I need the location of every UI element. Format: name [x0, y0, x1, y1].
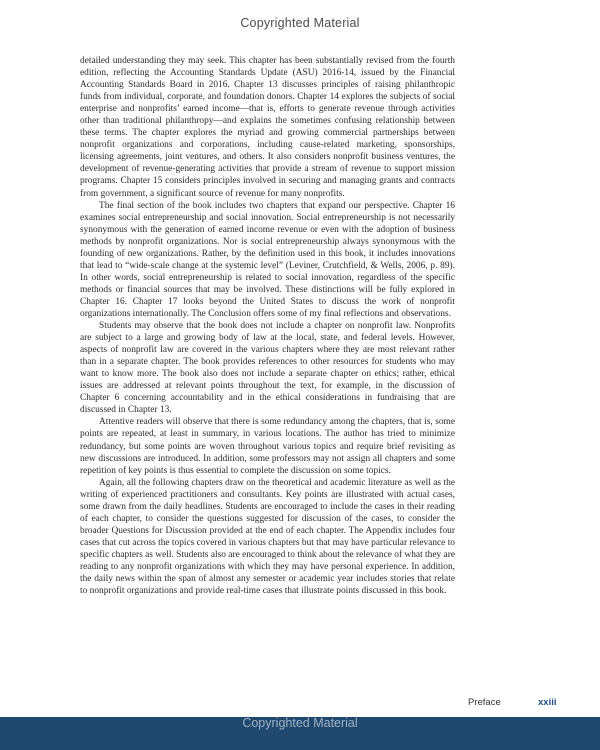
page-number: xxiii	[538, 697, 557, 708]
body-text	[80, 55, 455, 597]
running-footer-section: Preface	[468, 697, 501, 708]
paragraph-nonprofit-law: Students may observe that the book does not include a chapter on nonprofit law. Nonprofits are subject to a large and growing body of law at the local, state, and federal levels. However, aspects of nonprofit law are covered in the various chapters where they are most relevant rather than in a separate chapter. The book provides references to other resources for students who may want to know more. The book also does not include a separate chapter on ethics; rather, ethical issues are addressed at relevant points throughout the text, for example, in the discussion of Chapter 6 concerning accountability and in the ethical considerations in fundraising that are discussed in Chapter 13.	[80, 321, 455, 416]
paragraph-continued: detailed understanding they may seek. This chapter has been substantially revised from the fourth edition, reflecting the Accounting Standards Update (ASU) 2016-14, issued by the Financial Accounting Standards Board in 2016. Chapter 13 discusses principles of raising philanthropic funds from individual, corporate, and foundation donors. Chapter 14 explores the subjects of social enterprise and nonprofits’ earned income—that is, efforts to generate revenue through activities other than traditional philanthropy—and explains the sometimes confusing relationship between these terms. The chapter explores the myriad and growing commercial partnerships between nonprofit organizations and corporations, including cause-related marketing, sponsorships, licensing agreements, joint ventures, and others. It also considers nonprofit business ventures, the development of revenue-generating activities that provide a stream of revenue to support mission programs. Chapter 15 considers principles involved in securing and managing grants and contracts from government, a significant source of revenue for many nonprofits.	[80, 56, 455, 199]
copyright-watermark-bottom: Copyrighted Material	[242, 716, 358, 730]
paragraph-redundancy: Attentive readers will observe that there is some redundancy among the chapters, that is, some points are repeated, at least in summary, in various locations. The author has tried to minimize redundancy, but some points are woven throughout various topics and require brief revisiting as new discussions are introduced. In addition, some professors may not assign all chapters and some repetition of key points is thus essential to complete the discussion on some topics.	[80, 417, 455, 476]
paragraph-final-section: The final section of the book includes two chapters that expand our perspective. Chapter 16 examines social entrepreneurship and social innovation. Social entrepreneurship is not necessarily synonymous with the generation of earned income revenue or even with the adoption of business methods by nonprofit organizations. Nor is social entrepreneurship always synonymous with the founding of new organizations. Rather, by the definition used in this book, it includes innovations that lead to “wide-scale change at the systemic level” (Leviner, Crutchfield, & Wells, 2006, p. 89). In other words, social entrepreneurship is related to social innovation, regardless of the specific methods or financial sources that may be involved. These distinctions will be fully explored in Chapter 16. Chapter 17 looks beyond the United States to discuss the work of nonprofit organizations internationally. The Conclusion offers some of my final reflections and observations.	[80, 200, 455, 319]
copyright-watermark-top: Copyrighted Material	[240, 16, 360, 30]
paragraph-cases: Again, all the following chapters draw on the theoretical and academic literature as well as the writing of experienced practitioners and consultants. Key points are illustrated with actual cases, some drawn from the daily headlines. Students are encouraged to include the cases in their reading of each chapter, to consider the questions suggested for discussion of the cases, to consider the broader Questions for Discussion provided at the end of each chapter. The Appendix includes four cases that cut across the topics covered in various chapters but that may have particular relevance to specific chapters as well. Students also are encouraged to think about the relevance of what they are reading to any nonprofit organizations with which they may have personal experience. In addition, the daily news within the span of almost any semester or academic year includes stories that relate to nonprofit organizations and provide real-time cases that illustrate points discussed in this book.	[80, 477, 455, 597]
page-footer	[0, 697, 600, 711]
